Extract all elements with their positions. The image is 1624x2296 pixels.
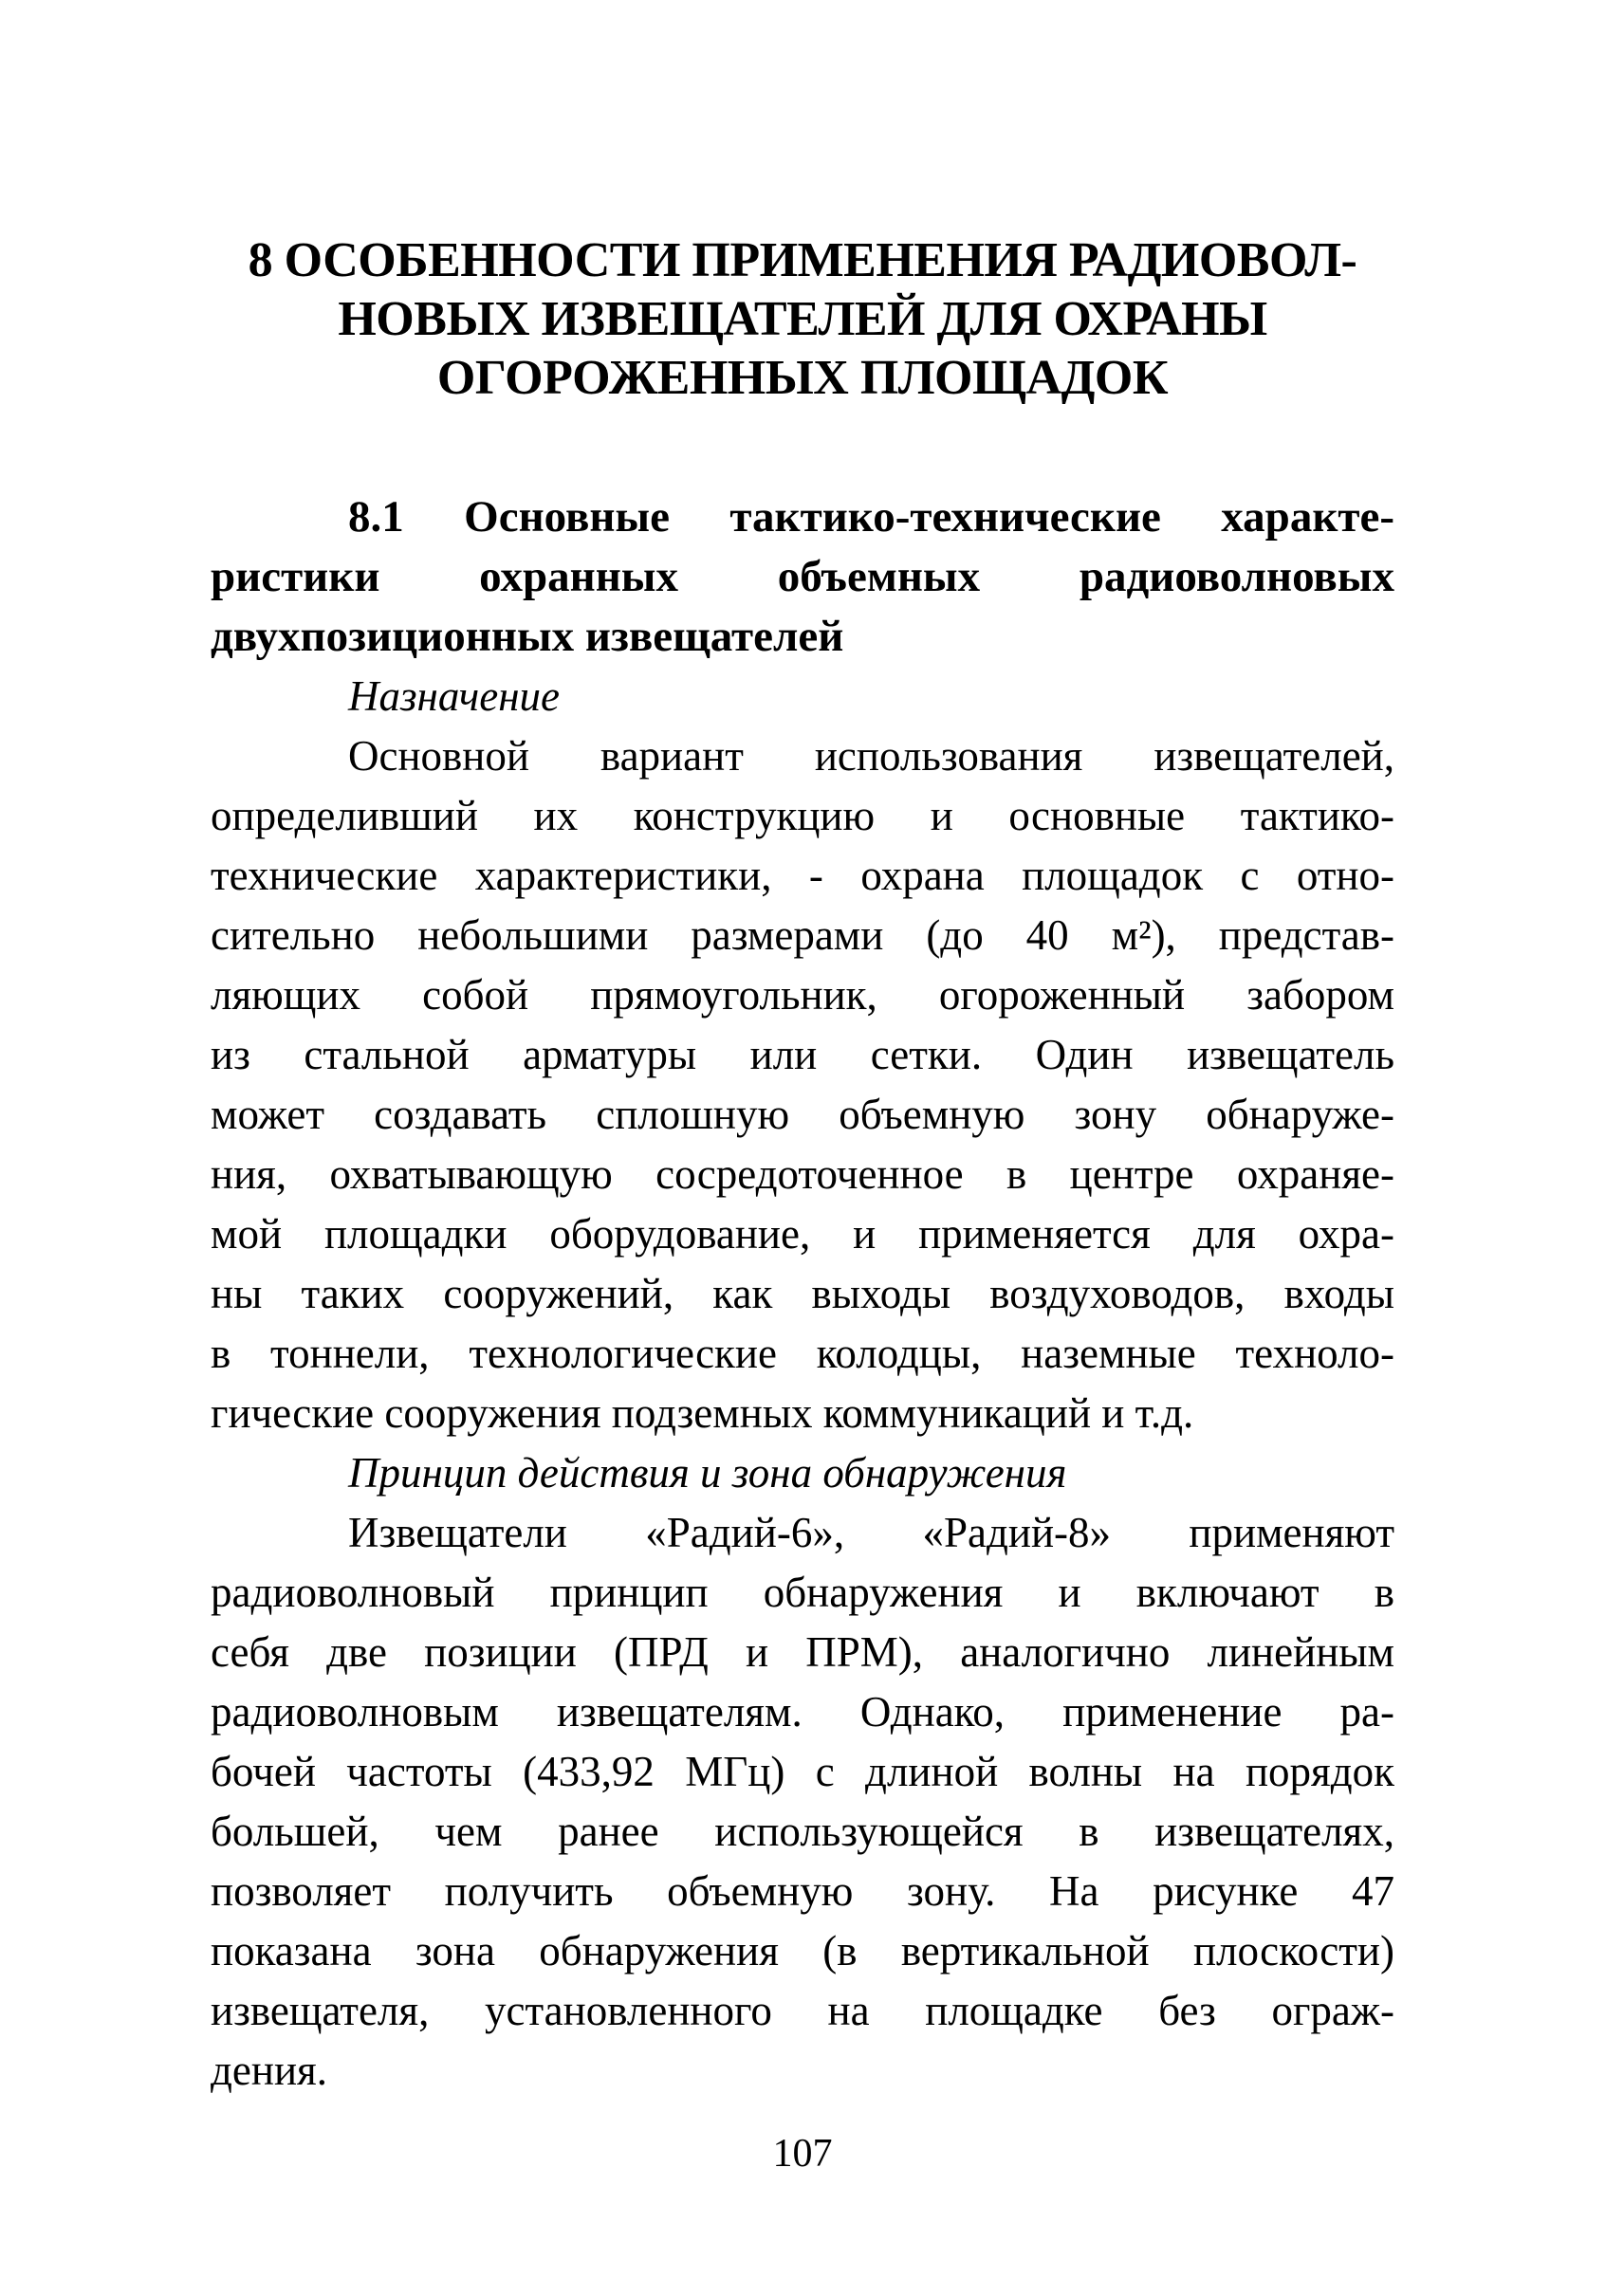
- subhead-naznachenie: Назначение: [348, 672, 561, 720]
- paragraph-2-line: показана зона обнаружения (в вертикальной плоскости): [211, 1927, 1394, 1975]
- paragraph-1-line: может создавать сплошную объемную зону обнаруже-: [211, 1091, 1394, 1138]
- section-heading-line: ристики охранных объемных радиоволновых: [211, 552, 1394, 601]
- chapter-heading-line: ОГОРОЖЕННЫХ ПЛОЩАДОК: [436, 351, 1169, 405]
- paragraph-1-line: гические сооружения подземных коммуникаций и т.д.: [211, 1389, 1194, 1437]
- chapter-heading: [211, 231, 1394, 408]
- paragraph-2-line: извещателя, установленного на площадке без ограж-: [211, 1987, 1394, 2034]
- paragraph-2-line: позволяет получить объемную зону. На рисунке 47: [211, 1867, 1394, 1915]
- paragraph-1-line: ны таких сооружений, как выходы воздуховодов, входы: [211, 1270, 1394, 1317]
- paragraph-1-line: мой площадки оборудование, и применяется для охра-: [211, 1210, 1394, 1258]
- paragraph-2-line: радиоволновый принцип обнаружения и включают в: [211, 1569, 1394, 1616]
- paragraph-1-line: технические характеристики, - охрана площадок с отно-: [211, 852, 1394, 899]
- paragraph-1-line: из стальной арматуры или сетки. Один извещатель: [211, 1031, 1394, 1078]
- paragraph-2-line: Извещатели «Радий-6», «Радий-8» применяют: [348, 1509, 1394, 1556]
- section-heading-line: 8.1 Основные тактико-технические характе-: [348, 492, 1394, 542]
- paragraph-1-line: сительно небольшими размерами (до 40 м²), представ-: [211, 911, 1394, 959]
- chapter-heading-line: 8 ОСОБЕННОСТИ ПРИМЕНЕНИЯ РАДИОВОЛ-: [248, 233, 1357, 287]
- paragraph-2-line: радиоволновым извещателям. Однако, применение ра-: [211, 1688, 1394, 1736]
- paragraph-2-line: бочей частоты (433,92 МГц) с длиной волны на порядок: [211, 1748, 1394, 1795]
- paragraph-1-line: определивший их конструкцию и основные тактико-: [211, 792, 1394, 839]
- paragraph-2-line: дения.: [211, 2047, 327, 2094]
- page-content: [211, 231, 1394, 2178]
- section-heading: [211, 487, 1394, 667]
- page-number: 107: [772, 2132, 833, 2176]
- subhead-princip-dejstviya: Принцип действия и зона обнаружения: [348, 1449, 1067, 1497]
- paragraph-2-line: себя две позиции (ПРД и ПРМ), аналогично линейным: [211, 1628, 1394, 1676]
- section-heading-line: двухпозиционных извещателей: [211, 612, 844, 661]
- paragraph-1-line: ляющих собой прямоугольник, огороженный забором: [211, 971, 1394, 1019]
- paragraph-2-line: большей, чем ранее использующейся в извещателях,: [211, 1808, 1394, 1855]
- paragraph-1-line: ния, охватывающую сосредоточенное в центре охраняе-: [211, 1150, 1394, 1198]
- paragraph-1-line: в тоннели, технологические колодцы, наземные техноло-: [211, 1330, 1394, 1377]
- chapter-heading-line: НОВЫХ ИЗВЕЩАТЕЛЕЙ ДЛЯ ОХРАНЫ: [338, 292, 1267, 346]
- paragraph-2: [211, 1503, 1394, 2101]
- paragraph-1-line: Основной вариант использования извещателей,: [348, 732, 1394, 780]
- paragraph-1: [211, 726, 1394, 1443]
